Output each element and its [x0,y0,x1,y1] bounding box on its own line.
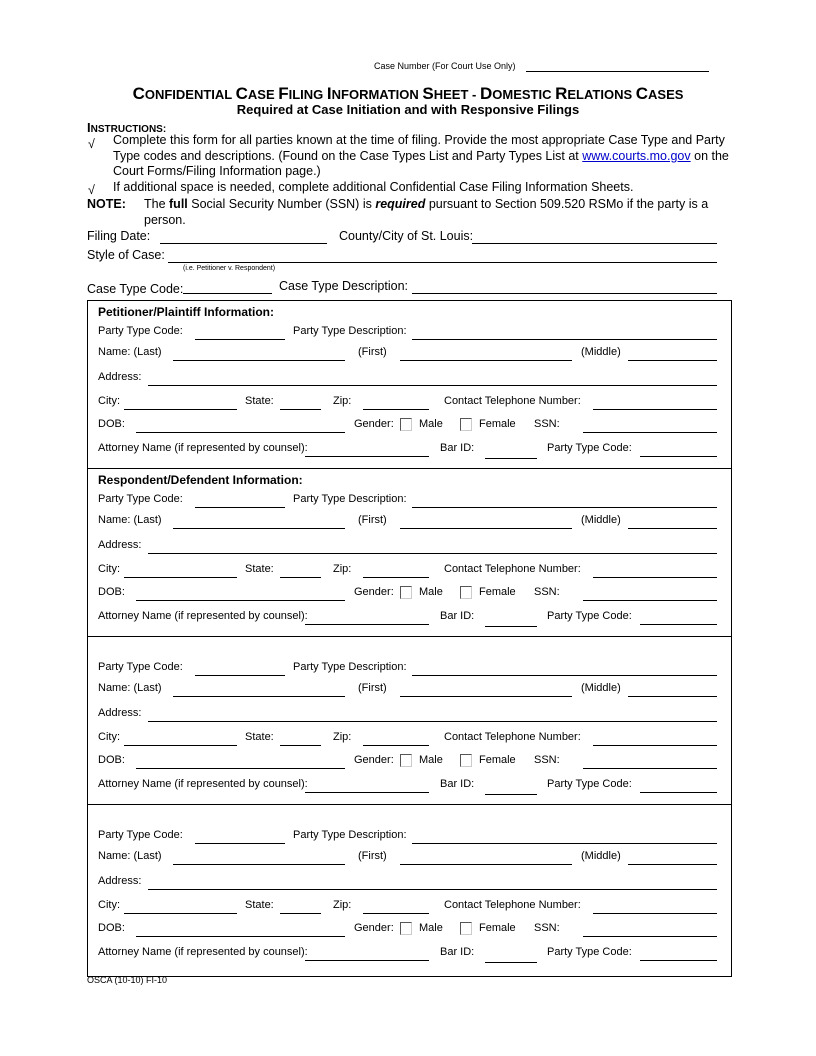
first-name-field[interactable] [400,696,572,697]
last-name-field[interactable] [173,696,345,697]
check-icon: √ [88,183,95,197]
gender-label: Gender: [354,586,394,598]
last-name-label: Name: (Last) [98,850,162,862]
check-icon: √ [88,137,95,151]
middle-name-label: (Middle) [581,346,621,358]
style-of-case-field[interactable] [168,262,717,263]
ssn-label: SSN: [534,754,560,766]
case-type-code-label: Case Type Code: [87,282,184,296]
address-field[interactable] [148,721,717,722]
gender-label: Gender: [354,754,394,766]
style-of-case-label: Style of Case: [87,248,165,262]
party-type-code-label: Party Type Code: [98,493,183,505]
female-checkbox[interactable] [460,586,472,599]
party-type-code-field[interactable] [195,675,285,676]
party-type-code-label: Party Type Code: [98,829,183,841]
female-checkbox[interactable] [460,418,472,431]
state-field[interactable] [280,745,321,746]
dob-label: DOB: [98,754,125,766]
last-name-field[interactable] [173,360,345,361]
form-title: CONFIDENTIAL CASE FILING INFORMATION SHEET - DOMESTIC RELATIONS CASES [132,84,684,103]
dob-field[interactable] [136,768,345,769]
attorney-name-label: Attorney Name (if represented by counsel): [98,946,308,958]
party-section-heading: Petitioner/Plaintiff Information: [98,305,274,319]
middle-name-label: (Middle) [581,514,621,526]
female-label: Female [479,586,516,598]
zip-label: Zip: [333,563,352,575]
note-text: The full Social Security Number (SSN) is required pursuant to Section 509.520 RSMo if the party is a person. [144,197,709,227]
first-name-field[interactable] [400,360,572,361]
state-field[interactable] [280,409,321,410]
male-checkbox[interactable] [400,418,412,431]
state-field[interactable] [280,913,321,914]
filing-date-label: Filing Date: [87,229,151,243]
attorney-party-type-code-field[interactable] [640,960,717,961]
party-type-code-field[interactable] [195,339,285,340]
middle-name-label: (Middle) [581,682,621,694]
instruction-1: Complete this form for all parties known at the time of filing. Provide the most appropriate Case Type and Party Type codes and descriptions. (Found on the Case Types List and Party Types List at www.courts.mo.gov on the Court Forms/Filing Information page.) [113,133,729,178]
courts-link[interactable]: www.courts.mo.gov [582,148,691,163]
party-type-description-label: Party Type Description: [293,829,407,841]
party-type-description-label: Party Type Description: [293,325,407,337]
female-checkbox[interactable] [460,754,472,767]
gender-label: Gender: [354,922,394,934]
bar-id-field[interactable] [485,794,537,795]
attorney-party-type-code-label: Party Type Code: [547,778,632,790]
ssn-label: SSN: [534,418,560,430]
first-name-label: (First) [358,514,387,526]
female-checkbox[interactable] [460,922,472,935]
party-section-heading: Respondent/Defendent Information: [98,473,303,487]
phone-label: Contact Telephone Number: [444,395,581,407]
state-label: State: [245,395,274,407]
party-type-description-field[interactable] [412,339,717,340]
bar-id-label: Bar ID: [440,610,475,622]
male-checkbox[interactable] [400,754,412,767]
male-label: Male [419,586,443,598]
state-field[interactable] [280,577,321,578]
state-label: State: [245,731,274,743]
case-number-field[interactable] [526,71,709,72]
style-of-case-hint: (i.e. Petitioner v. Respondent) [183,265,276,272]
party-type-code-label: Party Type Code: [98,325,183,337]
dob-field[interactable] [136,936,345,937]
bar-id-field[interactable] [485,626,537,627]
attorney-party-type-code-label: Party Type Code: [547,442,632,454]
last-name-label: Name: (Last) [98,682,162,694]
first-name-label: (First) [358,682,387,694]
gender-label: Gender: [354,418,394,430]
party-type-description-label: Party Type Description: [293,493,407,505]
attorney-party-type-code-field[interactable] [640,624,717,625]
attorney-name-label: Attorney Name (if represented by counsel): [98,442,308,454]
dob-label: DOB: [98,418,125,430]
phone-field[interactable] [593,409,717,410]
ssn-field[interactable] [583,936,717,937]
filing-date-field[interactable] [160,243,327,244]
ssn-label: SSN: [534,586,560,598]
bar-id-label: Bar ID: [440,442,475,454]
bar-id-field[interactable] [485,962,537,963]
middle-name-field[interactable] [628,528,717,529]
zip-field[interactable] [363,745,429,746]
zip-field[interactable] [363,409,429,410]
phone-field[interactable] [593,577,717,578]
city-label: City: [98,731,120,743]
phone-label: Contact Telephone Number: [444,563,581,575]
last-name-label: Name: (Last) [98,514,162,526]
middle-name-field[interactable] [628,360,717,361]
female-label: Female [479,922,516,934]
ssn-label: SSN: [534,922,560,934]
dob-label: DOB: [98,586,125,598]
case-type-description-label: Case Type Description: [279,279,408,293]
female-label: Female [479,754,516,766]
address-label: Address: [98,539,142,551]
attorney-party-type-code-field[interactable] [640,792,717,793]
city-label: City: [98,395,120,407]
address-field[interactable] [148,889,717,890]
phone-field[interactable] [593,745,717,746]
first-name-label: (First) [358,346,387,358]
address-field[interactable] [148,553,717,554]
attorney-party-type-code-label: Party Type Code: [547,610,632,622]
party-type-description-field[interactable] [412,507,717,508]
attorney-name-label: Attorney Name (if represented by counsel): [98,610,308,622]
dob-field[interactable] [136,600,345,601]
zip-field[interactable] [363,577,429,578]
form-subtitle: Required at Case Initiation and with Responsive Filings [236,102,580,117]
bar-id-label: Bar ID: [440,778,475,790]
party-type-code-label: Party Type Code: [98,661,183,673]
female-label: Female [479,418,516,430]
first-name-label: (First) [358,850,387,862]
county-field[interactable] [472,243,717,244]
zip-label: Zip: [333,395,352,407]
address-label: Address: [98,371,142,383]
first-name-field[interactable] [400,864,572,865]
ssn-field[interactable] [583,432,717,433]
party-type-code-field[interactable] [195,507,285,508]
city-field[interactable] [124,913,237,914]
city-field[interactable] [124,745,237,746]
phone-label: Contact Telephone Number: [444,899,581,911]
county-label: County/City of St. Louis: [339,229,474,243]
male-label: Male [419,754,443,766]
city-label: City: [98,899,120,911]
male-label: Male [419,418,443,430]
attorney-party-type-code-field[interactable] [640,456,717,457]
case-number-label: Case Number (For Court Use Only) [374,61,516,71]
phone-label: Contact Telephone Number: [444,731,581,743]
ssn-field[interactable] [583,768,717,769]
address-label: Address: [98,707,142,719]
ssn-field[interactable] [583,600,717,601]
zip-label: Zip: [333,731,352,743]
phone-field[interactable] [593,913,717,914]
case-type-code-field[interactable] [183,293,272,294]
last-name-label: Name: (Last) [98,346,162,358]
attorney-name-field[interactable] [305,624,429,625]
male-label: Male [419,922,443,934]
male-checkbox[interactable] [400,586,412,599]
attorney-name-label: Attorney Name (if represented by counsel): [98,778,308,790]
party-type-code-field[interactable] [195,843,285,844]
last-name-field[interactable] [173,864,345,865]
middle-name-field[interactable] [628,696,717,697]
address-label: Address: [98,875,142,887]
party-type-description-label: Party Type Description: [293,661,407,673]
zip-label: Zip: [333,899,352,911]
middle-name-field[interactable] [628,864,717,865]
dob-label: DOB: [98,922,125,934]
attorney-name-field[interactable] [305,456,429,457]
male-checkbox[interactable] [400,922,412,935]
bar-id-field[interactable] [485,458,537,459]
party-type-description-field[interactable] [412,843,717,844]
attorney-party-type-code-label: Party Type Code: [547,946,632,958]
address-field[interactable] [148,385,717,386]
city-field[interactable] [124,577,237,578]
state-label: State: [245,899,274,911]
state-label: State: [245,563,274,575]
attorney-name-field[interactable] [305,792,429,793]
instructions-heading: INSTRUCTIONS: [87,120,167,135]
attorney-name-field[interactable] [305,960,429,961]
instruction-2: If additional space is needed, complete additional Confidential Case Filing Information Sheets. [113,180,634,194]
city-field[interactable] [124,409,237,410]
first-name-field[interactable] [400,528,572,529]
zip-field[interactable] [363,913,429,914]
dob-field[interactable] [136,432,345,433]
case-type-description-field[interactable] [412,293,717,294]
city-label: City: [98,563,120,575]
form-footer: OSCA (10-10) FI-10 [87,975,168,985]
note-label: NOTE: [87,197,126,211]
middle-name-label: (Middle) [581,850,621,862]
party-type-description-field[interactable] [412,675,717,676]
last-name-field[interactable] [173,528,345,529]
bar-id-label: Bar ID: [440,946,475,958]
